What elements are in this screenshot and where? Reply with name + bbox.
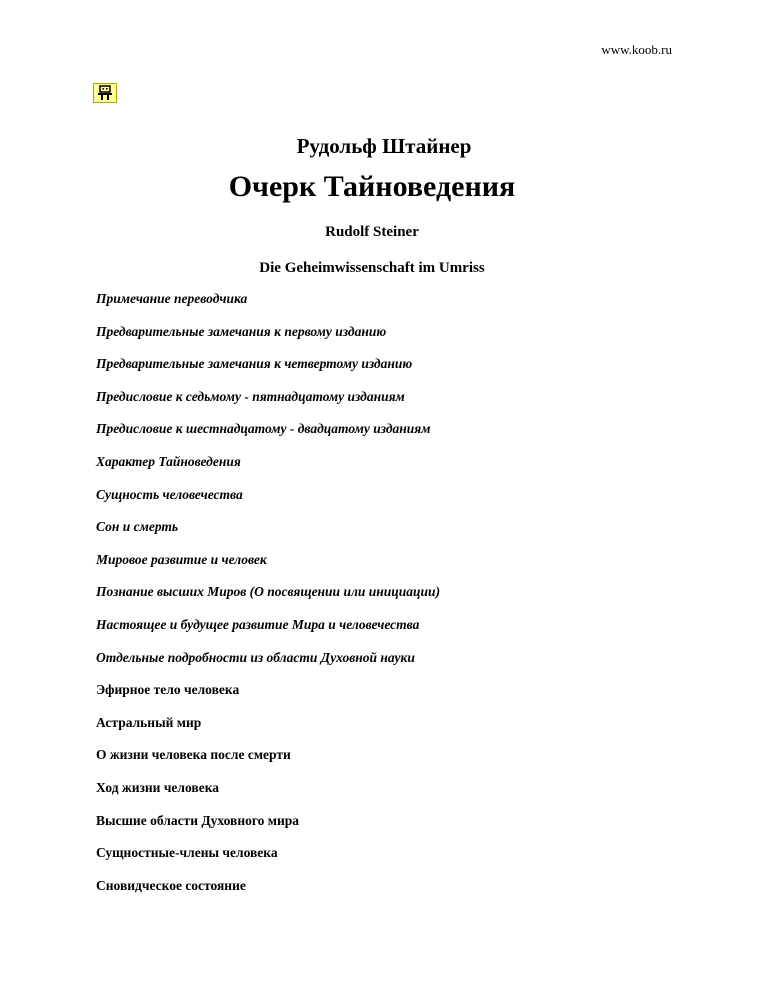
- toc-item[interactable]: Сущность человечества: [96, 486, 243, 502]
- toc-item[interactable]: Мировое развитие и человек: [96, 551, 267, 567]
- toc-item[interactable]: Высшие области Духовного мира: [96, 812, 300, 828]
- book-title-ru: Очерк Тайноведения: [228, 170, 516, 203]
- toc-item[interactable]: Предисловие к седьмому - пятнадцатому изданиям: [96, 388, 405, 404]
- toc-item[interactable]: О жизни человека после смерти: [96, 747, 291, 763]
- koob-logo-icon[interactable]: [93, 83, 117, 103]
- robot-glyph-icon: [94, 84, 116, 102]
- toc-item[interactable]: Сновидческое состояние: [96, 877, 246, 893]
- toc-item[interactable]: Астральный мир: [96, 714, 202, 730]
- toc-item[interactable]: Отдельные подробности из области Духовной науки: [96, 649, 415, 665]
- author-name-de: Rudolf Steiner: [325, 224, 419, 240]
- site-url[interactable]: www.koob.ru: [601, 42, 672, 57]
- toc-item[interactable]: Познание высших Миров (О посвящении или инициации): [96, 584, 441, 600]
- book-title-de: Die Geheimwissenschaft im Umriss: [259, 260, 485, 276]
- toc-item[interactable]: Примечание переводчика: [96, 291, 248, 306]
- toc-item[interactable]: Предварительные замечания к четвертому изданию: [96, 356, 413, 372]
- toc-item[interactable]: Предисловие к шестнадцатому - двадцатому изданиям: [96, 421, 431, 437]
- toc-item[interactable]: Предварительные замечания к первому изданию: [96, 323, 387, 339]
- table-of-contents: [96, 288, 440, 907]
- toc-item[interactable]: Ход жизни человека: [96, 779, 220, 795]
- toc-item[interactable]: Эфирное тело человека: [96, 682, 240, 698]
- toc-item[interactable]: Сон и смерть: [96, 519, 179, 535]
- toc-item[interactable]: Характер Тайноведения: [96, 453, 241, 469]
- toc-item[interactable]: Сущностные-члены человека: [96, 845, 278, 861]
- author-name-ru: Рудольф Штайнер: [296, 134, 472, 158]
- toc-item[interactable]: Настоящее и будущее развитие Мира и человечества: [96, 616, 420, 632]
